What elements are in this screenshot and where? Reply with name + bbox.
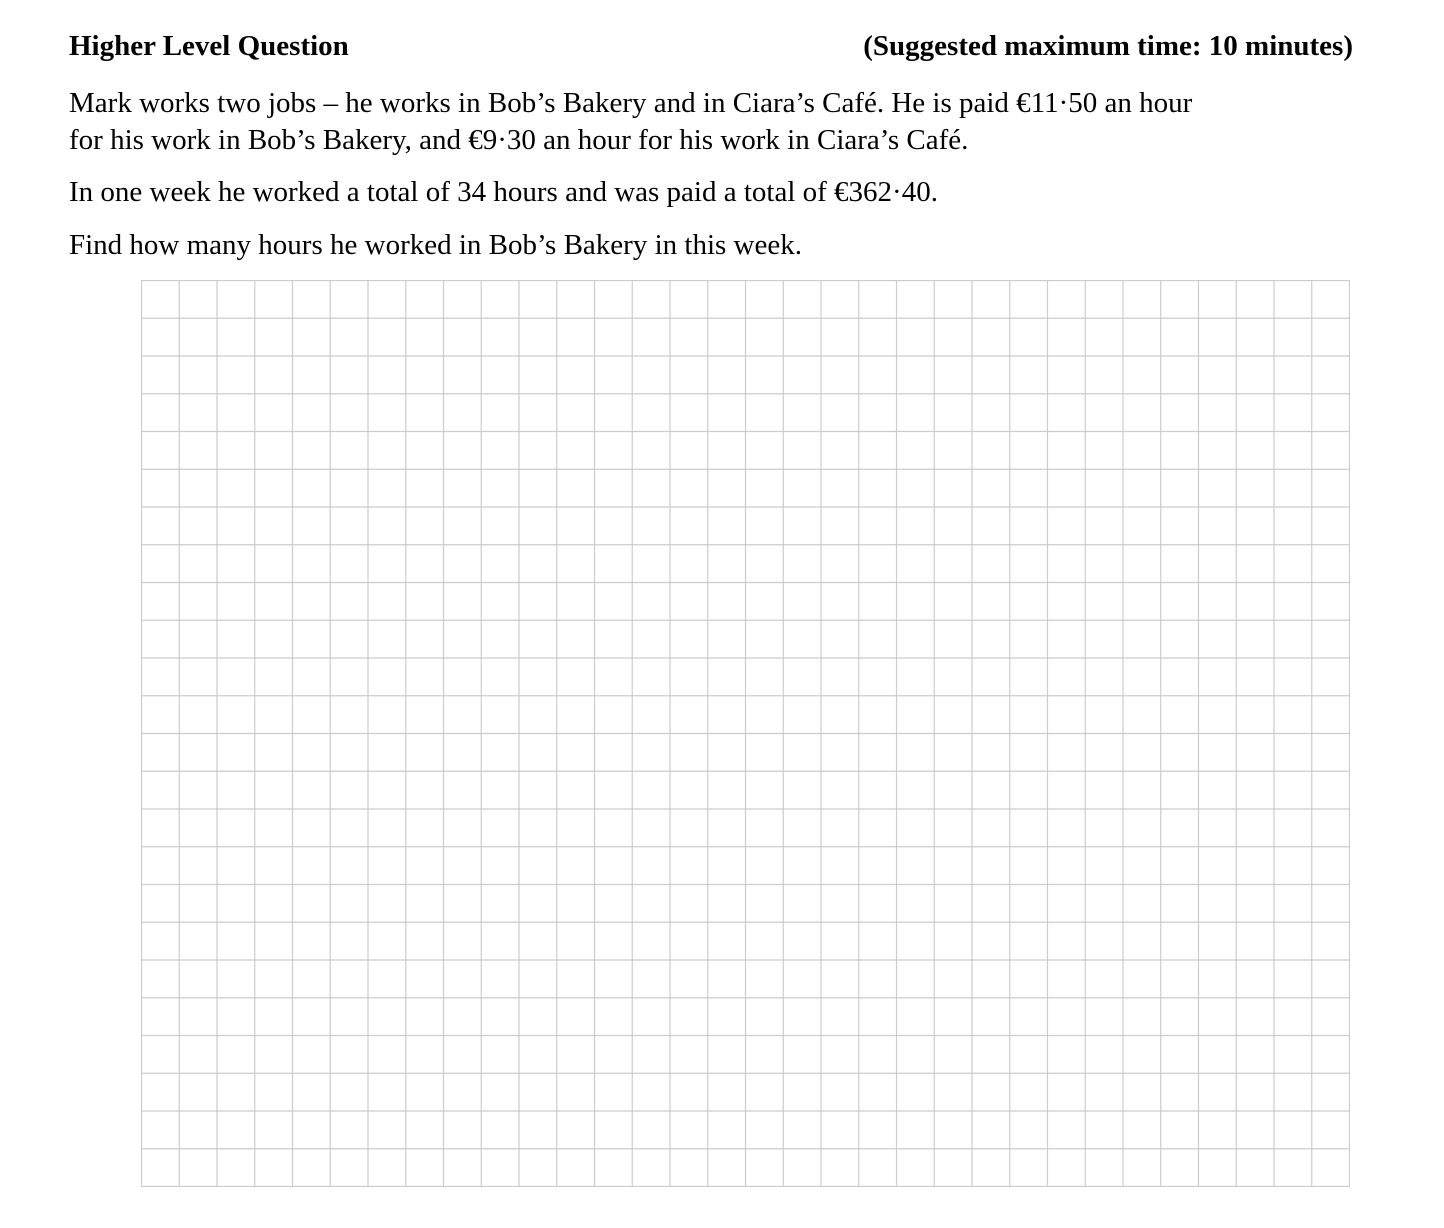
question-paragraph-pay-rates — [69, 85, 1359, 159]
question-paragraph-task: Find how many hours he worked in Bob’s Bakery in this week. — [69, 229, 802, 261]
suggested-time-note: (Suggested maximum time: 10 minutes) — [863, 30, 1353, 62]
pay-rates-line-2: for his work in Bob’s Bakery, and €9·30 an hour for his work in Ciara’s Café. — [69, 124, 969, 156]
answer-grid[interactable] — [141, 280, 1350, 1187]
question-paragraph-totals: In one week he worked a total of 34 hours and was paid a total of €362·40. — [69, 176, 938, 208]
question-header — [69, 30, 1353, 70]
pay-rates-line-1: Mark works two jobs – he works in Bob’s Bakery and in Ciara’s Café. He is paid €11·50 an hour — [69, 87, 1193, 119]
answer-grid-area[interactable] — [141, 280, 1350, 1187]
question-level-title: Higher Level Question — [69, 30, 349, 62]
